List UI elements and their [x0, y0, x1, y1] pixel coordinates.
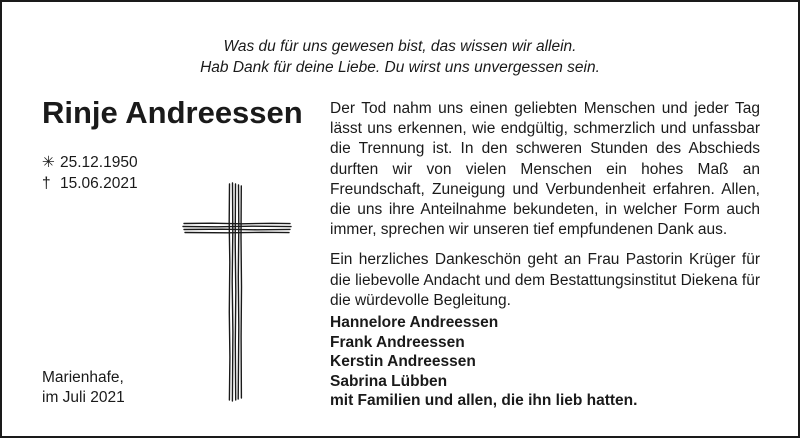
place-line-2: im Juli 2021 — [42, 389, 125, 406]
signer: Sabrina Lübben — [330, 372, 448, 390]
place-line-1: Marienhafe, — [42, 369, 124, 386]
cross-icon — [182, 182, 292, 402]
signer: Kerstin Andreessen — [330, 353, 476, 371]
life-dates — [42, 152, 138, 194]
thanks-text — [330, 99, 760, 311]
motto — [2, 36, 798, 78]
death-date: 15.06.2021 — [60, 175, 138, 192]
place-and-date — [42, 368, 125, 408]
birth-date: 25.12.1950 — [60, 154, 138, 171]
deceased-name: Rinje Andreessen — [42, 95, 303, 130]
signer-closing-line: mit Familien und allen, die ihn lieb hatten. — [330, 392, 638, 410]
death-dagger-icon: † — [42, 175, 51, 192]
signer: Hannelore Andreessen — [330, 314, 499, 331]
signers-list — [330, 313, 637, 411]
motto-line-1: Was du für uns gewesen bist, das wissen wir allein. — [223, 38, 577, 55]
death-row — [42, 173, 138, 194]
thanks-paragraph-2: Ein herzliches Dankeschön geht an Frau Pastorin Krüger für die liebevolle Andacht und dem Bestattungsinstitut Diekena für die würdevolle Begleitung. — [330, 251, 760, 309]
motto-line-2: Hab Dank für deine Liebe. Du wirst uns unvergessen sein. — [200, 59, 600, 76]
thanks-paragraph-1: Der Tod nahm uns einen geliebten Menschen und jeder Tag lässt uns erkennen, wie endgültig, schmerzlich und unfassbar die Trennung ist. In den schweren Stunden des Abschieds durften wir von vielen Menschen ein hohes Maß an Freundschaft, Zuneigung und Verbundenheit erfahren. Allen, die uns ihre Anteilnahme bekundeten, in welcher Form auch immer, sprechen wir unseren tief empfundenen Dank aus. — [330, 100, 760, 239]
birth-star-icon: ✳ — [42, 154, 55, 171]
birth-row — [42, 152, 138, 173]
signer: Frank Andreessen — [330, 333, 465, 351]
